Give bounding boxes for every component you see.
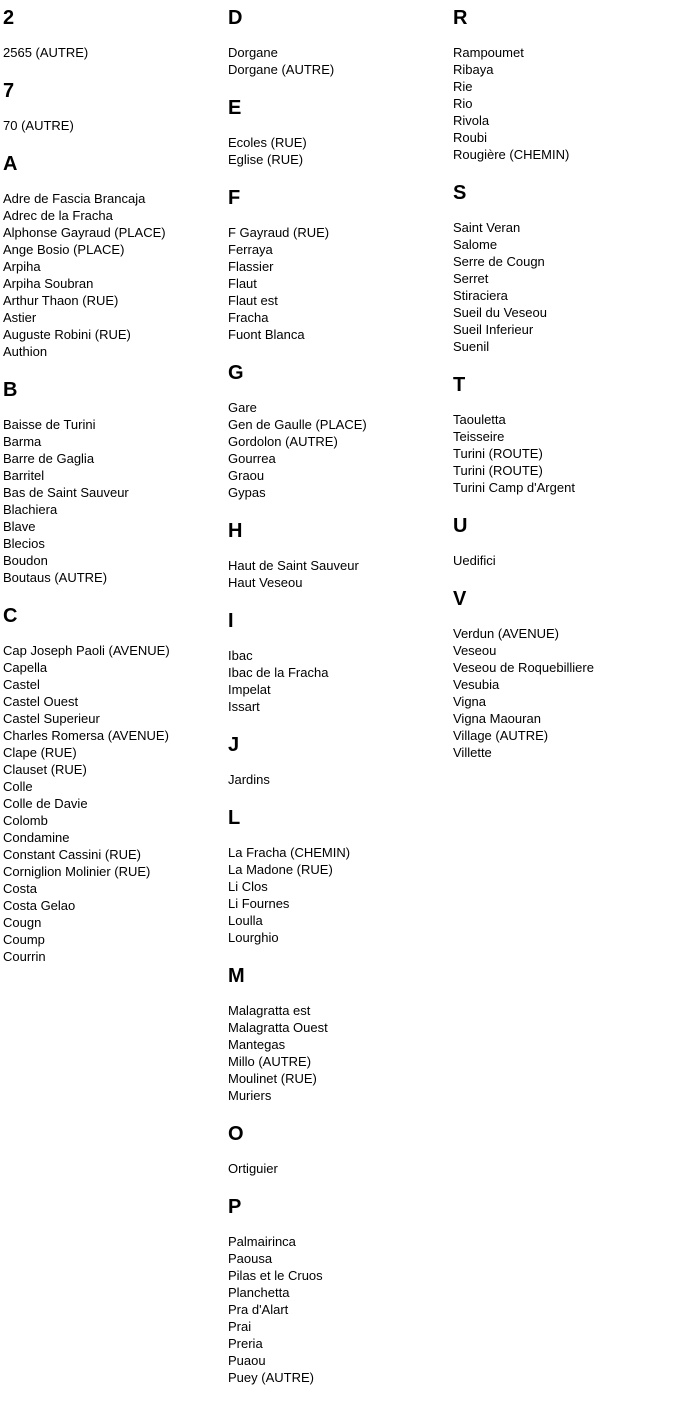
street-entry[interactable]: Arthur Thaon (RUE) [3, 293, 119, 308]
street-list [228, 771, 450, 788]
street-entry[interactable]: Saint Veran [453, 220, 521, 235]
section-letter-heading: 2 [3, 7, 15, 29]
street-list [228, 844, 450, 946]
street-entry[interactable]: Authion [3, 344, 48, 359]
street-entry[interactable]: Issart [228, 699, 260, 714]
street-entry[interactable]: Rampoumet [453, 45, 524, 60]
street-entry[interactable]: Vesubia [453, 677, 500, 692]
street-list [3, 416, 225, 586]
street-entry[interactable]: Sueil Inferieur [453, 322, 534, 337]
street-entry[interactable]: Corniglion Molinier (RUE) [3, 864, 151, 879]
street-entry[interactable]: Palmairinca [228, 1234, 296, 1249]
street-entry[interactable]: Preria [228, 1336, 263, 1351]
street-entry[interactable]: Li Clos [228, 879, 268, 894]
street-list [3, 44, 225, 61]
street-entry[interactable]: Capella [3, 660, 48, 675]
street-entry[interactable]: Turini (ROUTE) [453, 463, 543, 478]
section-letter-heading: I [228, 610, 234, 632]
section-letter-heading: P [228, 1196, 242, 1218]
street-entry[interactable]: Malagratta est [228, 1003, 311, 1018]
street-entry[interactable]: Barre de Gaglia [3, 451, 95, 466]
street-entry[interactable]: Gare [228, 400, 257, 415]
street-entry[interactable]: Serre de Cougn [453, 254, 545, 269]
section-letter-heading: D [228, 7, 243, 29]
letter-section [3, 79, 225, 134]
street-entry[interactable]: Auguste Robini (RUE) [3, 327, 131, 342]
street-entry[interactable]: Roubi [453, 130, 487, 145]
section-letter-heading: V [453, 588, 467, 610]
street-entry[interactable]: Muriers [228, 1088, 272, 1103]
street-entry[interactable]: Haut de Saint Sauveur [228, 558, 359, 573]
index-column [450, 6, 675, 761]
section-letter-heading: T [453, 374, 466, 396]
street-entry[interactable]: Castel [3, 677, 40, 692]
street-list [228, 1160, 450, 1177]
letter-section [453, 587, 675, 761]
street-entry[interactable]: Ibac de la Fracha [228, 665, 329, 680]
street-entry[interactable]: Jardins [228, 772, 270, 787]
street-entry[interactable]: Villette [453, 745, 492, 760]
street-entry[interactable]: Barma [3, 434, 42, 449]
street-list [228, 557, 450, 591]
street-entry[interactable]: Malagratta Ouest [228, 1020, 328, 1035]
street-entry[interactable]: Clape (RUE) [3, 745, 77, 760]
street-entry[interactable]: Boutaus (AUTRE) [3, 570, 108, 585]
street-entry[interactable]: Charles Romersa (AVENUE) [3, 728, 169, 743]
street-list [3, 117, 225, 134]
street-entry[interactable]: Castel Superieur [3, 711, 100, 726]
street-entry[interactable]: Rio [453, 96, 473, 111]
street-entry[interactable]: Turini (ROUTE) [453, 446, 543, 461]
letter-section [228, 733, 450, 788]
street-entry[interactable]: Li Fournes [228, 896, 290, 911]
street-entry[interactable]: Graou [228, 468, 265, 483]
street-entry[interactable]: Ibac [228, 648, 253, 663]
street-entry[interactable]: Colomb [3, 813, 48, 828]
section-letter-heading: S [453, 182, 467, 204]
street-entry[interactable]: Courrin [3, 949, 46, 964]
street-entry[interactable]: Cap Joseph Paoli (AVENUE) [3, 643, 170, 658]
street-entry[interactable]: Arpiha Soubran [3, 276, 94, 291]
street-entry[interactable]: Colle de Davie [3, 796, 88, 811]
street-entry[interactable]: 70 (AUTRE) [3, 118, 74, 133]
letter-section [3, 6, 225, 61]
street-entry[interactable]: Rie [453, 79, 473, 94]
section-letter-heading: R [453, 7, 468, 29]
section-letter-heading: M [228, 965, 245, 987]
street-list [453, 552, 675, 569]
street-list [228, 44, 450, 78]
letter-section [228, 964, 450, 1104]
street-entry[interactable]: Blachiera [3, 502, 58, 517]
street-entry[interactable]: Constant Cassini (RUE) [3, 847, 141, 862]
street-entry[interactable]: Mantegas [228, 1037, 286, 1052]
street-entry[interactable]: Costa Gelao [3, 898, 76, 913]
street-entry[interactable]: Stiraciera [453, 288, 508, 303]
street-entry[interactable]: Baisse de Turini [3, 417, 96, 432]
street-entry[interactable]: Boudon [3, 553, 48, 568]
street-entry[interactable]: Gen de Gaulle (PLACE) [228, 417, 367, 432]
street-entry[interactable]: Eglise (RUE) [228, 152, 304, 167]
street-list [228, 1002, 450, 1104]
street-list [228, 647, 450, 715]
letter-section [228, 1195, 450, 1386]
street-entry[interactable]: Planchetta [228, 1285, 290, 1300]
street-entry[interactable]: Alphonse Gayraud (PLACE) [3, 225, 166, 240]
street-list [453, 219, 675, 355]
street-entry[interactable]: Pra d'Alart [228, 1302, 289, 1317]
street-list [453, 411, 675, 496]
street-entry[interactable]: Serret [453, 271, 489, 286]
street-list [228, 1233, 450, 1386]
street-list [3, 642, 225, 965]
section-letter-heading: E [228, 97, 242, 119]
street-entry[interactable]: Colle [3, 779, 33, 794]
street-entry[interactable]: Ecoles (RUE) [228, 135, 307, 150]
section-letter-heading: B [3, 379, 18, 401]
street-entry[interactable]: Clauset (RUE) [3, 762, 87, 777]
street-list [228, 134, 450, 168]
letter-section [228, 1122, 450, 1177]
street-entry[interactable]: Vigna Maouran [453, 711, 541, 726]
street-entry[interactable]: Dorgane [228, 45, 278, 60]
street-list [228, 224, 450, 343]
street-entry[interactable]: Puaou [228, 1353, 266, 1368]
street-entry[interactable]: Rivola [453, 113, 490, 128]
street-entry[interactable]: Prai [228, 1319, 252, 1334]
street-entry[interactable]: Adre de Fascia Brancaja [3, 191, 146, 206]
street-entry[interactable]: Vigna [453, 694, 487, 709]
street-entry[interactable]: Barritel [3, 468, 45, 483]
street-entry[interactable]: La Madone (RUE) [228, 862, 333, 877]
letter-section [228, 186, 450, 343]
street-entry[interactable]: Loulla [228, 913, 263, 928]
street-entry[interactable]: Rougière (CHEMIN) [453, 147, 570, 162]
letter-section [453, 6, 675, 163]
street-entry[interactable]: Sueil du Veseou [453, 305, 547, 320]
street-entry[interactable]: Cougn [3, 915, 42, 930]
street-entry[interactable]: Millo (AUTRE) [228, 1054, 312, 1069]
street-entry[interactable]: Suenil [453, 339, 490, 354]
street-entry[interactable]: Costa [3, 881, 37, 896]
street-entry[interactable]: Castel Ouest [3, 694, 79, 709]
letter-section [228, 609, 450, 715]
letter-section [3, 604, 225, 965]
street-entry[interactable]: Astier [3, 310, 37, 325]
street-entry[interactable]: Bas de Saint Sauveur [3, 485, 129, 500]
section-letter-heading: J [228, 734, 240, 756]
letter-section [228, 96, 450, 168]
index-column [0, 6, 225, 965]
letter-section [228, 806, 450, 946]
street-entry[interactable]: Adrec de la Fracha [3, 208, 113, 223]
street-entry[interactable]: Uedifici [453, 553, 496, 568]
section-letter-heading: G [228, 362, 244, 384]
street-list [453, 44, 675, 163]
street-entry[interactable]: Fuont Blanca [228, 327, 305, 342]
street-entry[interactable]: Paousa [228, 1251, 273, 1266]
street-entry[interactable]: Flassier [228, 259, 274, 274]
street-entry[interactable]: Arpiha [3, 259, 41, 274]
index-column [225, 6, 450, 1386]
street-entry[interactable]: Verdun (AVENUE) [453, 626, 559, 641]
street-entry[interactable]: Flaut est [228, 293, 278, 308]
street-entry[interactable]: Blecios [3, 536, 45, 551]
street-entry[interactable]: Ferraya [228, 242, 273, 257]
section-letter-heading: O [228, 1123, 244, 1145]
street-entry[interactable]: Blave [3, 519, 36, 534]
street-entry[interactable]: Puey (AUTRE) [228, 1370, 314, 1385]
street-entry[interactable]: Dorgane (AUTRE) [228, 62, 335, 77]
letter-section [228, 519, 450, 591]
street-list [3, 190, 225, 360]
street-entry[interactable]: Gypas [228, 485, 266, 500]
section-letter-heading: L [228, 807, 241, 829]
street-entry[interactable]: Salome [453, 237, 498, 252]
section-letter-heading: H [228, 520, 243, 542]
street-entry[interactable]: Pilas et le Cruos [228, 1268, 323, 1283]
street-entry[interactable]: Teisseire [453, 429, 505, 444]
letter-section [228, 6, 450, 78]
street-entry[interactable]: Moulinet (RUE) [228, 1071, 317, 1086]
street-entry[interactable]: La Fracha (CHEMIN) [228, 845, 351, 860]
street-entry[interactable]: Veseou de Roquebilliere [453, 660, 594, 675]
street-entry[interactable]: Haut Veseou [228, 575, 303, 590]
letter-section [453, 181, 675, 355]
letter-section [3, 378, 225, 586]
street-entry[interactable]: Coump [3, 932, 45, 947]
letter-section [453, 514, 675, 569]
section-letter-heading: 7 [3, 80, 15, 102]
street-entry[interactable]: Taouletta [453, 412, 506, 427]
street-entry[interactable]: Veseou [453, 643, 497, 658]
street-entry[interactable]: F Gayraud (RUE) [228, 225, 330, 240]
street-entry[interactable]: Fracha [228, 310, 269, 325]
section-letter-heading: A [3, 153, 18, 175]
street-entry[interactable]: Gordolon (AUTRE) [228, 434, 338, 449]
street-entry[interactable]: Ribaya [453, 62, 494, 77]
section-letter-heading: C [3, 605, 18, 627]
letter-section [453, 373, 675, 496]
street-entry[interactable]: Gourrea [228, 451, 276, 466]
section-letter-heading: U [453, 515, 468, 537]
section-letter-heading: F [228, 187, 241, 209]
letter-section [3, 152, 225, 360]
street-entry[interactable]: Impelat [228, 682, 271, 697]
street-entry[interactable]: Flaut [228, 276, 257, 291]
street-entry[interactable]: Ange Bosio (PLACE) [3, 242, 125, 257]
street-entry[interactable]: Lourghio [228, 930, 279, 945]
street-entry[interactable]: 2565 (AUTRE) [3, 45, 89, 60]
street-entry[interactable]: Turini Camp d'Argent [453, 480, 575, 495]
letter-section [228, 361, 450, 501]
street-list [228, 399, 450, 501]
street-entry[interactable]: Condamine [3, 830, 70, 845]
street-list [453, 625, 675, 761]
street-entry[interactable]: Ortiguier [228, 1161, 278, 1176]
street-entry[interactable]: Village (AUTRE) [453, 728, 549, 743]
